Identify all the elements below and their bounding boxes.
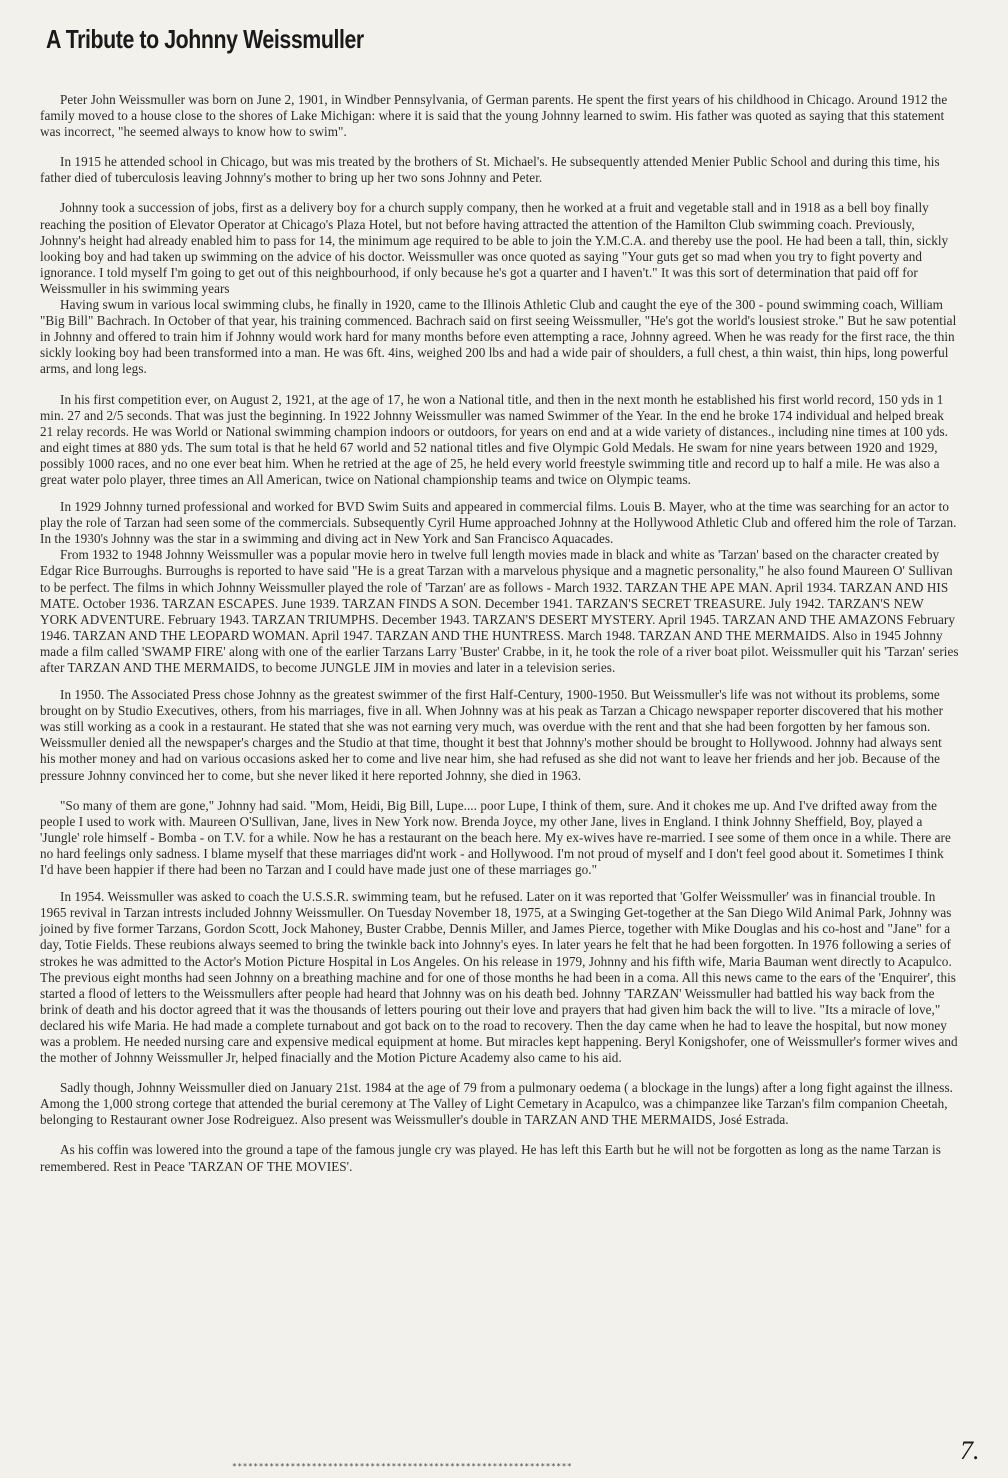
paragraph-films: From 1932 to 1948 Johnny Weissmuller was a popular movie hero in twelve full length movies made in black and white as 'Tarzan' based on the character created by Edgar Rice Burroughs. Burroughs is reported to have said "He is a great Tarzan with a marvelous physique and a magnetic personality," he also found Maureen O' Sullivan to be perfect. The films in which Johnny Weissmuller played the role of 'Tarzan' are as follows - March 1932. TARZAN THE APE MAN. April 1934. TARZAN AND HIS MATE. October 1936. TARZAN ESCAPES. June 1939. TARZAN FINDS A SON. December 1941. TARZAN'S SECRET TREASURE. July 1942. TARZAN'S NEW YORK ADVENTURE. February 1943. TARZAN TRIUMPHS. December 1943. TARZAN'S DESERT MYSTERY. April 1945. TARZAN AND THE AMAZONS February 1946. TARZAN AND THE LEOPARD WOMAN. April 1947. TARZAN AND THE HUNTRESS. March 1948. TARZAN AND THE MERMAIDS. Also in 1945 Johnny made a film called 'SWAMP FIRE' along with one of the earlier Tarzans Larry 'Buster' Crabbe, in it, he took the role of a river boat pilot. Weissmuller quit his 'Tarzan' series after TARZAN AND THE MERMAIDS, to become JUNGLE JIM in movies and later in a television series. xyxy=(40,547,959,675)
page-number: 7. xyxy=(960,1436,980,1465)
footer-star-rule: **************************************************************** xyxy=(232,1462,573,1471)
paragraph-death: Sadly though, Johnny Weissmuller died on January 21st. 1984 at the age of 79 from a pulmonary oedema ( a blockage in the lungs) after a long fight against the illness. Among the 1,000 strong cortege that attended the burial ceremony at The Valley of Light Cemetary in Acapulco, was a chimpanzee like Tarzan's film companion Cheetah, belonging to Restaurant owner Jose Rodreiguez. Also present was Weissmuller's double in TARZAN AND THE MERMAIDS, José Estrada. xyxy=(40,1080,953,1128)
paragraph-school: In 1915 he attended school in Chicago, but was mis treated by the brothers of St. Michael's. He subsequently attended Menier Public School and during this time, his father died of tuberculosis leaving Johnny's mother to bring up her two sons Johnny and Peter. xyxy=(40,154,940,186)
paragraph-birth: Peter John Weissmuller was born on June 2, 1901, in Windber Pennsylvania, of German parents. He spent the first years of his childhood in Chicago. Around 1912 the family moved to a house close to the shores of Lake Michigan: where it is said that the young Johnny learned to swim. His father was quoted as saying that this statement was incorrect, "he seemed always to know how to swim". xyxy=(40,92,948,140)
paragraph-quote: "So many of them are gone," Johnny had said. "Mom, Heidi, Big Bill, Lupe.... poor Lupe, I think of them, sure. And it chokes me up. And I've drifted away from the people I used to work with. Maureen O'Sullivan, Jane, lives in New York now. Brenda Joyce, my other Jane, lives in England. I think Johnny Sheffield, Boy, played a 'Jungle' role himself - Bomba - on T.V. for a while. Now he has a restaurant on the beach here. My ex-wives have re-married. I see some of them once in a while. There are no hard feelings only sadness. I blame myself that these marriages did'nt work - and Hollywood. I'm not proud of myself and I don't feel good about it. Sometimes I think I'd have been happier if there had been no Tarzan and I could have made just one of these marriages go." xyxy=(40,797,951,878)
article-title: A Tribute to Johnny Weissmuller xyxy=(46,24,364,54)
article-body xyxy=(40,92,960,1175)
paragraph-coach: Having swum in various local swimming clubs, he finally in 1920, came to the Illinois Athletic Club and caught the eye of the 300 - pound swimming coach, William "Big Bill" Bachrach. In October of that year, his training commenced. Bachrach said on first seeing Weissmuller, "He's got the world's lousiest stroke." But he saw potential in Johnny and offered to train him if Johnny would work hard for many months before even attempting a race, Johnny agreed. When he was ready for the first race, the thin sickly looking boy had been transformed into a man. He was 6ft. 4ins, weighed 200 lbs and had a wide pair of shoulders, a full chest, a thin waist, thin hips, long powerful arms, and long legs. xyxy=(40,297,957,377)
paragraph-jobs: Johnny took a succession of jobs, first as a delivery boy for a church supply company, then he worked at a fruit and vegetable stall and in 1918 as a bell boy finally reaching the position of Elevator Operator at Chicago's Plaza Hotel, but not before having attracted the attention of the Hamilton Club swimming coach. Previously, Johnny's height had already enabled him to pass for 14, the minimum age required to be able to join the Y.M.C.A. and thereby use the pool. He had been a tall, thin, sickly looking boy and had taken up swimming on the advice of his doctor. Weissmuller was once quoted as saying "Your guts get so mad when you try to fight poverty and ignorance. I told myself I'm going to get out of this neighbourhood, if only because he's got a quarter and I haven't." It was this sort of determination that paid off for Weissmuller in his swimming years xyxy=(40,200,949,296)
paragraph-funeral: As his coffin was lowered into the ground a tape of the famous jungle cry was played. He has left this Earth but he will not be forgotten as long as the name Tarzan is remembered. Rest in Peace 'TARZAN OF THE MOVIES'. xyxy=(40,1142,941,1174)
paragraph-records: In his first competition ever, on August 2, 1921, at the age of 17, he won a National title, and then in the next month he established his first world record, 150 yds in 1 min. 27 and 2/5 seconds. That was just the beginning. In 1922 Johnny Weissmuller was named Swimmer of the Year. In the end he broke 174 individual and helped break 21 relay records. He was World or National swimming champion indoors or outdoors, for years on end and at a wide variety of distances., including nine times at 100 yds. and eight times at 880 yds. The sum total is that he held 67 world and 52 national titles and five Olympic Gold Medals. He swam for nine years between 1920 and 1929, possibly 1000 races, and no one ever beat him. When he retried at the age of 25, he held every world freestyle swimming title and record up to half a mile. He was also a great water polo player, three times an All American, twice on National championship teams and twice on Olympic teams. xyxy=(40,391,949,487)
paragraph-professional: In 1929 Johnny turned professional and worked for BVD Swim Suits and appeared in commercial films. Louis B. Mayer, who at the time was searching for an actor to play the role of Tarzan had seen some of the commercials. Subsequently Cyril Hume approached Johnny at the Hollywood Athletic Club and offered him the role of Tarzan. In the 1930's Johnny was the star in a swimming and diving act in New York and San Francisco Aquacades. xyxy=(40,499,957,547)
paragraph-associated-press: In 1950. The Associated Press chose Johnny as the greatest swimmer of the first Half-Century, 1900-1950. But Weissmuller's life was not without its problems, some brought on by Studio Executives, others, from his marriages, five in all. When Johnny was at his peak as Tarzan a Chicago newspaper reporter discovered that his mother was still working as a cook in a restaurant. He stated that she was not earning very much, was overdue with the rent and that she had been forgotten by her famous son. Weissmuller denied all the newspaper's charges and the Studio at that time, thought it best that Johnny's mother should be brought to Hollywood. Johnny had always sent his mother money and had on various occasions asked her to come and live near him, she had refused as she did not want to leave her friends and her job. Because of the pressure Johnny convinced her to come, but she never liked it here reported Johnny, she died in 1963. xyxy=(40,687,944,783)
paragraph-later-years: In 1954. Weissmuller was asked to coach the U.S.S.R. swimming team, but he refused. Later on it was reported that 'Golfer Weissmuller' was in financial trouble. In 1965 revival in Tarzan intrests included Johnny Weissmuller. On Tuesday November 18, 1975, at a Swinging Get-together at the San Diego Wild Animal Park, Johnny was joined by five former Tarzans, Gordon Scott, Jock Mahoney, Buster Crabbe, Dennis Miller, and James Pierce, together with Mike Douglas and his co-host and "Jane" for a day, Totie Fields. These reubions always seemed to bring the twinkle back into Johnny's eyes. In later years he felt that he had been forgotten. In 1976 following a series of strokes he was admitted to the Actor's Motion Picture Hospital in Los Angeles. On his release in 1979, Johnny and his fifth wife, Maria Bauman went directly to Acapulco. The previous eight months had seen Johnny on a breathing machine and for one of those months he had been in a coma. All this news came to the ears of the 'Enquirer', this started a flood of letters to the Weissmullers after people had heard that Johnny was on his death bed. Johnny 'TARZAN' Weissmuller had battled his way back from the brink of death and his doctor agreed that it was the thousands of letters pouring out their love and prayers that had given him back the will to live. "Its a miracle of love," declared his wife Maria. He had made a complete turnabout and got back on to the road to recovery. Then the day came when he had to leave the hospital, but now money was a problem. He needed nursing care and expensive medical equipment at home. But miracles kept happening. Beryl Konigshofer, one of Weissmuller's former wives and the mother of Johnny Weissmuller Jr, helped finacially and the Motion Picture Academy also came to his aid. xyxy=(40,889,958,1066)
